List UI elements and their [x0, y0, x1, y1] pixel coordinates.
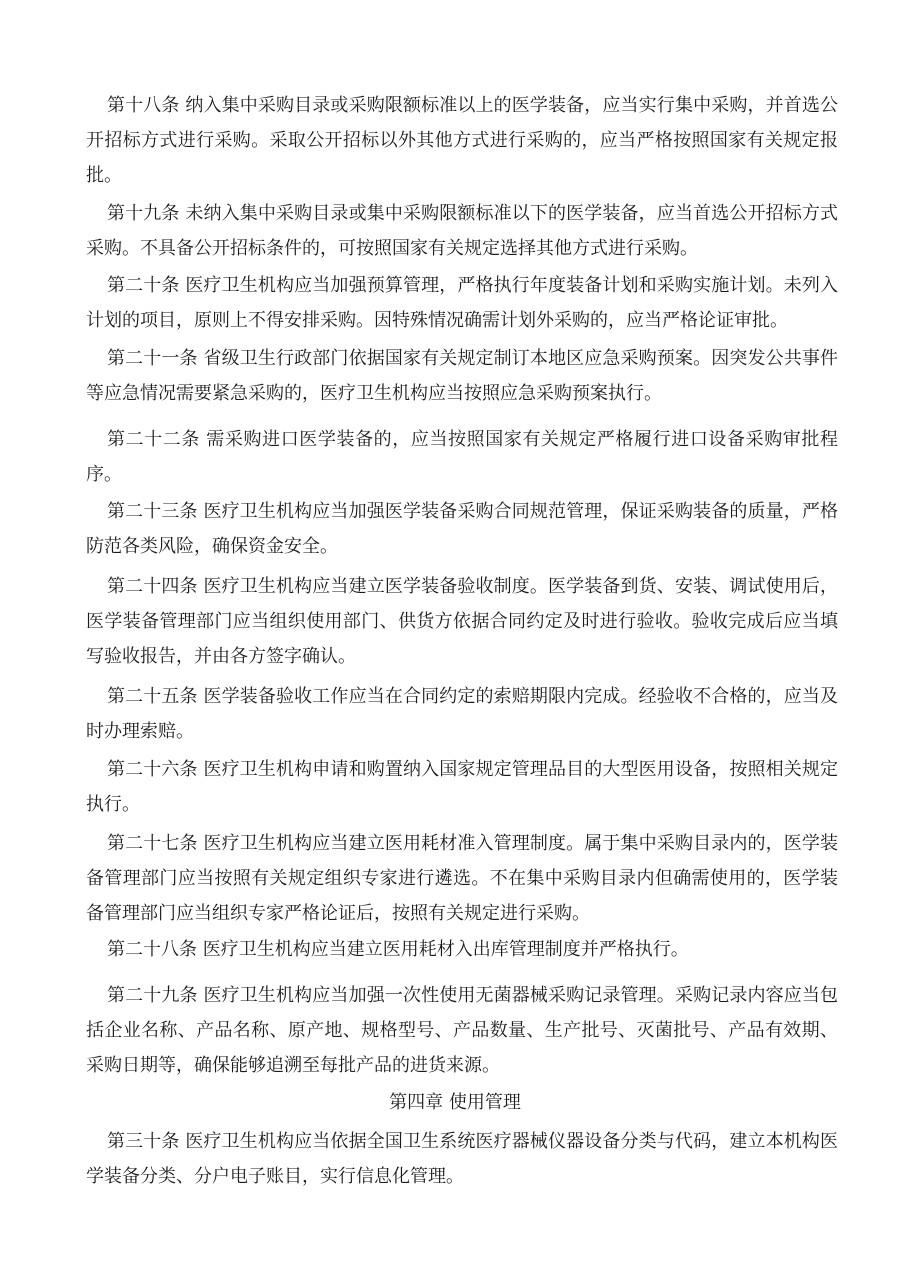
article-22: 第二十二条 需采购进口医学装备的，应当按照国家有关规定严格履行进口设备采购审批程序。 [86, 429, 838, 485]
article-23: 第二十三条 医疗卫生机构应当加强医学装备采购合同规范管理，保证采购装备的质量，严格防范各类风险，确保资金安全。 [86, 501, 838, 557]
article-20: 第二十条 医疗卫生机构应当加强预算管理，严格执行年度装备计划和采购实施计划。未列入计划的项目，原则上不得安排采购。因特殊情况确需计划外采购的，应当严格论证审批。 [86, 275, 838, 331]
article-28: 第二十八条 医疗卫生机构应当建立医用耗材入出库管理制度并严格执行。 [107, 939, 689, 960]
chapter-heading: 第四章 使用管理 [389, 1092, 521, 1113]
article-26: 第二十六条 医疗卫生机构申请和购置纳入国家规定管理品目的大型医用设备，按照相关规定执行。 [86, 759, 838, 815]
article-21: 第二十一条 省级卫生行政部门依据国家有关规定制订本地区应急采购预案。因突发公共事件等应急情况需要紧急采购的，医疗卫生机构应当按照应急采购预案执行。 [86, 348, 838, 404]
article-19: 第十九条 未纳入集中采购目录或集中采购限额标准以下的医学装备，应当首选公开招标方式采购。不具备公开招标条件的，可按照国家有关规定选择其他方式进行采购。 [86, 203, 838, 259]
article-30: 第三十条 医疗卫生机构应当依据全国卫生系统医疗器械仪器设备分类与代码，建立本机构医学装备分类、分户电子账目，实行信息化管理。 [86, 1131, 838, 1187]
article-27: 第二十七条 医疗卫生机构应当建立医用耗材准入管理制度。属于集中采购目录内的，医学装备管理部门应当按照有关规定组织专家进行遴选。不在集中采购目录内但确需使用的，医学装备管理部门应当组织专家严格论证后，按照有关规定进行采购。 [86, 833, 838, 924]
article-18: 第十八条 纳入集中采购目录或采购限额标准以上的医学装备，应当实行集中采购，并首选公开招标方式进行采购。采取公开招标以外其他方式进行采购的，应当严格按照国家有关规定报批。 [86, 95, 838, 186]
article-24: 第二十四条 医疗卫生机构应当建立医学装备验收制度。医学装备到货、安装、调试使用后，医学装备管理部门应当组织使用部门、供货方依据合同约定及时进行验收。验收完成后应当填写验收报告，并由各方签字确认。 [86, 576, 838, 667]
article-29: 第二十九条 医疗卫生机构应当加强一次性使用无菌器械采购记录管理。采购记录内容应当包括企业名称、产品名称、原产地、规格型号、产品数量、生产批号、灭菌批号、产品有效期、采购日期等，确保能够追溯至每批产品的进货来源。 [86, 985, 838, 1076]
article-25: 第二十五条 医学装备验收工作应当在合同约定的索赔期限内完成。经验收不合格的，应当及时办理索赔。 [86, 686, 838, 742]
